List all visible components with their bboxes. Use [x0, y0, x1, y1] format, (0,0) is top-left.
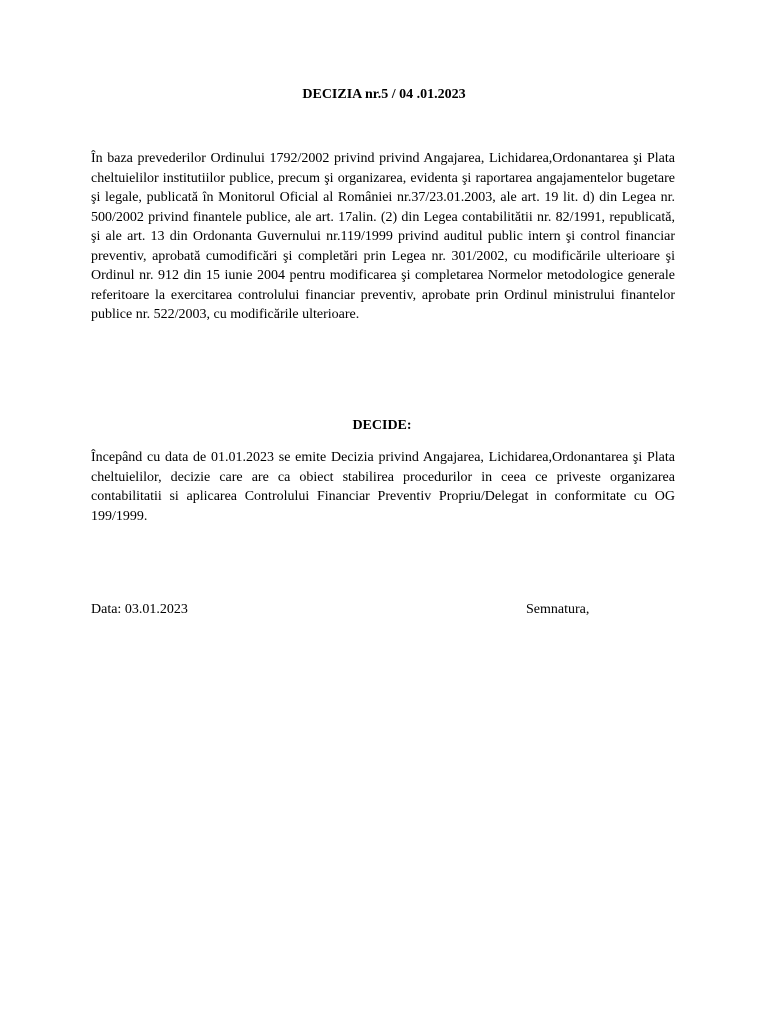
- decide-heading: DECIDE:: [352, 418, 412, 433]
- document-title: DECIZIA nr.5 / 04 .01.2023: [302, 87, 466, 102]
- decision-paragraph: Începând cu data de 01.01.2023 se emite Decizia privind Angajarea, Lichidarea,Ordonantarea şi Plata cheltuielilor, decizie care are ca obiect stabilirea procedurilor in ceea ce priveste organizarea contabilitatii si aplicarea Controlului Financiar Preventiv Propriu/Delegat in conformitate cu OG 199/1999.: [91, 450, 675, 524]
- signature-label: Semnatura,: [526, 602, 590, 617]
- date-line: Data: 03.01.2023: [91, 602, 188, 617]
- preamble-paragraph: În baza prevederilor Ordinului 1792/2002 privind privind Angajarea, Lichidarea,Ordonantarea şi Plata cheltuielilor institutiilor publice, precum şi organizarea, evidenta şi raportarea angajamentelor bugetare şi legale, publicată în Monitorul Oficial al României nr.37/23.01.2003, ale art. 19 lit. d) din Legea nr. 500/2002 privind finantele publice, ale art. 17alin. (2) din Legea contabilitătii nr. 82/1991, republicată, şi ale art. 13 din Ordonanta Guvernului nr.119/1999 privind auditul public intern şi control financiar preventiv, aprobată cumodificări şi completări prin Legea nr. 301/2002, cu modificările ulterioare şi Ordinul nr. 912 din 15 iunie 2004 pentru modificarea şi completarea Normelor metodologice generale referitoare la exercitarea controlului financiar preventiv, aprobate prin Ordinul ministrului finantelor publice nr. 522/2003, cu modificările ulterioare.: [91, 151, 675, 322]
